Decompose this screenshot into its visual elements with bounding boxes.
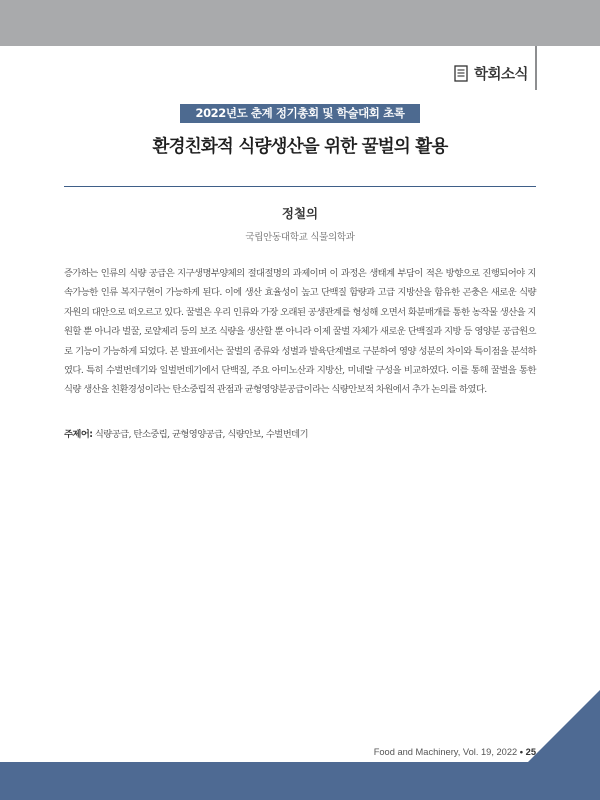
article-title: 환경친화적 식량생산을 위한 꿀벌의 활용 [152, 137, 448, 157]
keywords-label: 주제어: [64, 429, 93, 440]
abstract-text: 증가하는 인류의 식량 공급은 지구생명부양체의 절대절명의 과제이며 이 과정은 생태계 부담이 적은 방향으로 진행되어야 지속가능한 인류 복지구현이 가능하게 된다. 이에 생산 효율성이 높고 단백질 함량과 고급 지방산을 함유한 곤충은 새로운 식량 자원의 대안으로 떠오르고 있다. 꿀벌은 우리 인류와 가장 오래된 공생관계를 형성해 오면서 화분매개를 통한 농작물 생산을 지원할 뿐 아니라 벌꿀, 로얄제리 등의 보조 식량을 생산할 뿐 아니라 이제 꿀벌 자체가 새로운 단백질과 지방 등 영양분 공급원으로 기능이 가능하게 되었다. 본 발표에서는 꿀벌의 종류와 성별과 발육단계별로 구분하여 영양 성분의 차이와 특이점을 분석하였다. 특히 수벌번데기와 일벌번데기에서 단백질, 주요 아미노산과 지방산, 미네랄 구성을 비교하였다. 이를 통해 꿀벌을 통한 식량 생산을 친환경성이라는 탄소중립적 관점과 균형영양분공급이라는 식량안보적 차원에서 추가 논의를 하였다. [64, 268, 536, 396]
page-number: 25 [525, 747, 536, 757]
author-affiliation: 국립안동대학교 식물의학과 [245, 232, 355, 243]
conference-banner: 2022년도 춘계 정기총회 및 학술대회 초록 [180, 104, 420, 123]
footer-bullet: • [519, 747, 524, 757]
section-label-text: 학회소식 [473, 67, 528, 83]
author-name: 정철의 [281, 206, 319, 221]
journal-citation: Food and Machinery, Vol. 19, 2022 [373, 747, 518, 757]
keywords-value: 식량공급, 탄소중립, 균형영양공급, 식량안보, 수벌번데기 [94, 429, 309, 440]
